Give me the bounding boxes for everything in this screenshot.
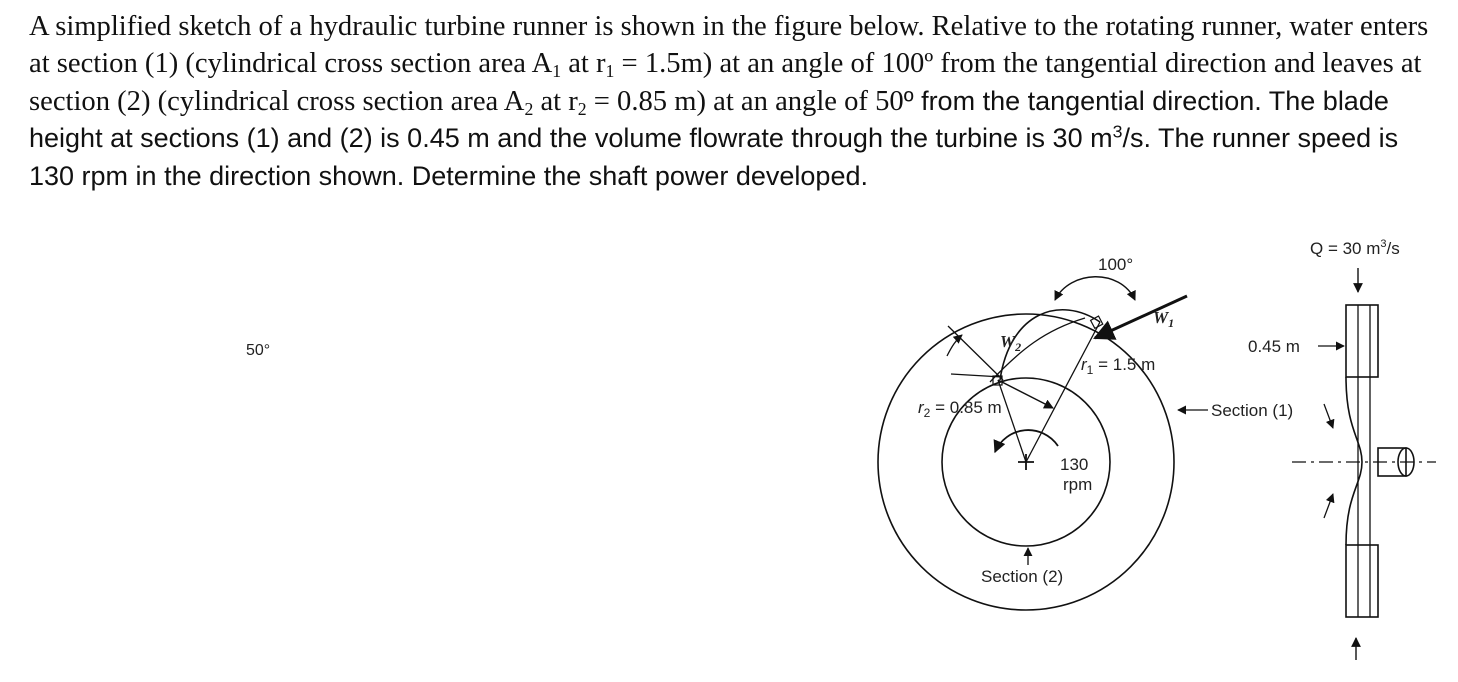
rotation-arrow <box>995 430 1058 452</box>
problem-text-at-r2: at r <box>533 85 578 117</box>
problem-text-continuation: º from the tangential direction. The blade height at sections (1) and (2) is 0.45 m and the volume flowrate through the turbine is 30 m <box>29 85 1389 154</box>
side-view-upper-shroud <box>1346 305 1378 377</box>
speed-unit-label: rpm <box>1063 475 1093 494</box>
speed-value-label: 130 <box>1060 455 1089 474</box>
side-view-inflow-arrow <box>1324 404 1333 428</box>
side-view-lower-shroud <box>1346 545 1378 617</box>
r1-subscript: 1 <box>605 61 615 82</box>
problem-text-ending: /s. The runner speed is 130 rpm in the direction shown. Determine the shaft power developed. <box>29 123 1399 191</box>
a2-subscript: 2 <box>524 98 534 119</box>
problem-text-r1: = 1.5m) at an angle of 100º from the tangential direction and leaves at section (2) (cylindrical cross section area A <box>29 48 1422 117</box>
angle-arc-100 <box>1055 277 1135 300</box>
problem-text-intro: A simplified sketch of a hydraulic turbine runner is shown in the figure below. Relative to the rotating runner, water enters at section (1) (cylindrical cross section area A <box>29 11 1429 80</box>
outlet-direction-line <box>948 326 1003 380</box>
angle-50-visible-label: 50° <box>246 342 271 359</box>
w1-label: $W_1$ <box>1153 308 1175 330</box>
side-view-runner-profile <box>1346 377 1362 545</box>
r2-subscript: 2 <box>577 98 587 119</box>
section-2-label: Section (2) <box>981 567 1064 586</box>
problem-text-r2: = 0.85 m) at an angle of 50 <box>586 85 904 117</box>
section-1-label: Section (1) <box>1211 401 1294 420</box>
cubic-superscript: 3 <box>1112 121 1123 142</box>
side-view-outflow-arrow <box>1324 494 1333 518</box>
a1-subscript: 1 <box>552 61 562 82</box>
flow-rate-label: Q = 30 $m^3/s$ <box>1310 238 1400 258</box>
r1-label: $r_1 = 1.5$ m <box>1081 355 1156 377</box>
w2-label: $W_2$ <box>1000 332 1022 354</box>
radius-line-r1 <box>1026 322 1100 462</box>
angle-100-label: 100° <box>1098 255 1134 274</box>
r2-label: $r_2 = 0.85$ m <box>918 398 1002 420</box>
problem-text-at-r1: at r <box>561 48 606 80</box>
blade-height-label: 0.45 m <box>1248 337 1300 356</box>
